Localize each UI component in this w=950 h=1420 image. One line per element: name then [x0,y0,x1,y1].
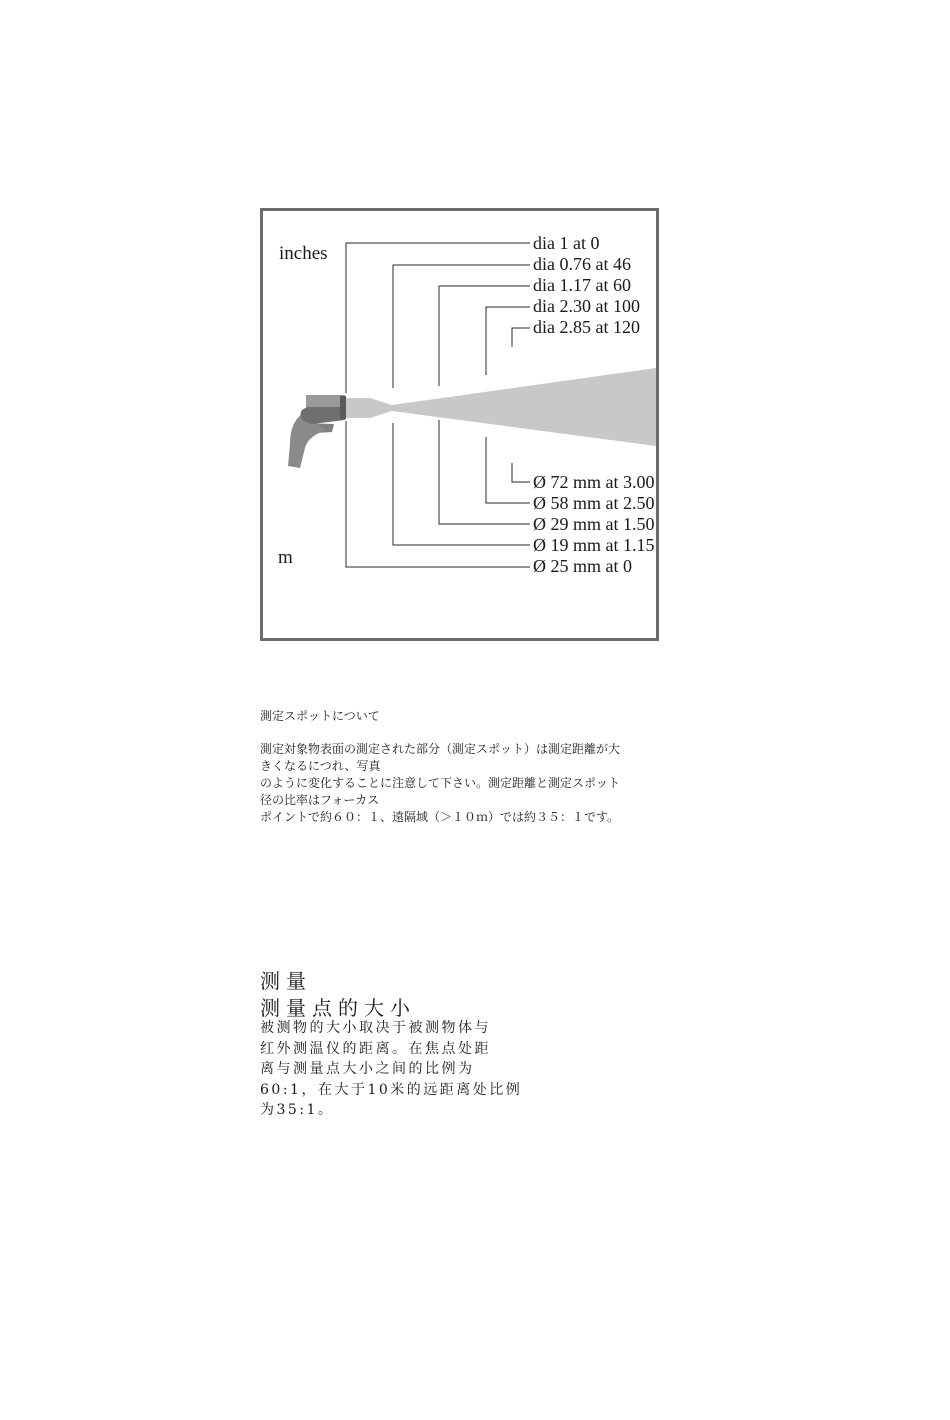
japanese-paragraph [260,741,660,826]
chinese-line: 离与测量点大小之间的比例为 [260,1061,475,1077]
japanese-line: ポイントで約６０：１、遠隔域（＞１０ｍ）では約３５：１です。 [260,810,620,824]
chinese-line: 60:1，在大于10米的远距离处比例 [260,1081,523,1098]
bottom-label-2: Ø 58 mm at 2.50 [533,493,655,513]
bottom-label-4: Ø 19 mm at 1.15 [533,535,655,555]
japanese-line: きくなるにつれ、写真 [260,759,381,773]
top-label-3: dia 1.17 at 60 [533,275,631,295]
chinese-heading-measurement: 测量 [260,969,312,993]
chinese-line: 红外测温仪的距离。在焦点处距 [260,1040,491,1057]
japanese-line: 径の比率はフォーカス [260,793,380,807]
chinese-paragraph [260,1018,522,1121]
top-label-2: dia 0.76 at 46 [533,254,631,274]
chinese-line: 为35:1。 [260,1102,335,1118]
bottom-label-3: Ø 29 mm at 1.50 [533,514,655,534]
unit-label-inches: inches [279,243,328,264]
chinese-heading-spot-size: 测量点的大小 [260,996,416,1020]
unit-label-m: m [278,547,293,568]
bottom-label-1: Ø 72 mm at 3.00 [533,472,655,492]
japanese-line: 測定対象物表面の測定された部分（測定スポット）は測定距離が大 [260,742,621,756]
bottom-label-5: Ø 25 mm at 0 [533,556,632,576]
japanese-title: 測定スポットについて [260,709,380,723]
chinese-line: 被测物的大小取决于被测物体与 [260,1020,491,1036]
top-label-1: dia 1 at 0 [533,233,600,253]
top-label-5: dia 2.85 at 120 [533,317,640,337]
spot-size-diagram [260,208,659,641]
japanese-line: のように変化することに注意して下さい。測定距離と測定スポット [260,776,621,790]
top-label-4: dia 2.30 at 100 [533,296,640,316]
